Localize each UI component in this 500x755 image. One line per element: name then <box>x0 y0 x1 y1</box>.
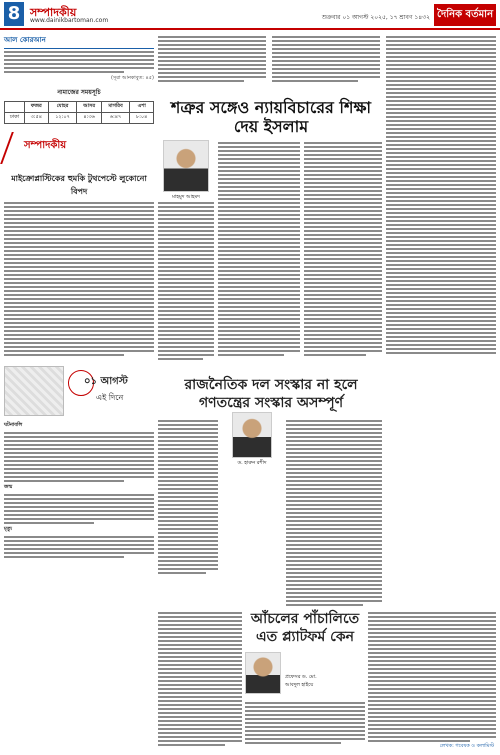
article3-left-col <box>158 610 242 748</box>
article3-author <box>245 652 325 694</box>
prayer-time: ১২:০৭ <box>48 113 77 124</box>
article2-body-col0 <box>158 418 218 576</box>
editorial-text <box>4 202 154 356</box>
on-this-day-banner <box>4 362 154 420</box>
editorial-banner <box>4 130 154 170</box>
author-photo <box>232 412 272 458</box>
article1-intro-col2 <box>272 34 380 84</box>
article3-body-col <box>368 610 496 744</box>
editorial-headline[interactable]: মাইক্রোপ্লাস্টিকের হুমকি টুথপেস্টে লুকোনো বিপদ <box>11 174 147 196</box>
article3-headline[interactable]: আঁচলের পাঁচালিতে এত প্ল্যাটফর্ম কেন <box>250 611 360 645</box>
history-subtitle: এই দিনে <box>96 393 124 402</box>
prayer-header: এশা <box>130 102 154 113</box>
quran-reference: (সূরা আনকাবুত: ৪৫) <box>110 75 154 81</box>
article1-intro-col1 <box>158 34 266 84</box>
prayer-caption: নামাজের সময়সূচি <box>57 89 101 96</box>
masthead-logo: দৈনিক বর্তমান <box>434 4 496 26</box>
article-right-col <box>386 34 496 356</box>
article3-lower-col <box>245 700 365 746</box>
section-title: সম্পাদকীয় <box>30 6 77 19</box>
prayer-row-label: ঢাকা <box>5 113 25 124</box>
prayer-time: ৩:৫৪ <box>24 113 48 124</box>
article2-body-col1 <box>286 418 382 608</box>
author-photo <box>163 140 209 192</box>
editorial-label: সম্পাদকীয় <box>24 140 67 151</box>
page-number: 8 <box>4 2 24 26</box>
website-link[interactable]: www.dainikbartoman.com <box>30 17 109 24</box>
prayer-time: ৬:৪৭ <box>101 113 130 124</box>
prayer-table <box>4 101 154 124</box>
article1-body-col0 <box>158 200 214 362</box>
day-label: শুক্রবার <box>321 14 341 21</box>
article2-author <box>222 412 282 468</box>
date-line <box>322 12 430 23</box>
prayer-header: যোহর <box>48 102 77 113</box>
left-column <box>4 34 154 752</box>
page-header <box>0 0 500 30</box>
date-text: ০১ আগস্ট ২০২৫, ১৭ শ্রাবণ ১৪৩২ <box>342 14 430 21</box>
events-heading: ঘটনাবলি <box>4 422 23 428</box>
prayer-header: মাগরিব <box>101 102 130 113</box>
author-name: প্রফেসর ড. মো. আবদুল হাইয়ে <box>285 674 317 688</box>
author-photo <box>245 652 281 694</box>
births-list <box>4 494 154 524</box>
author-footnote: লেখক: গবেষক ও কলামিস্ট <box>439 743 494 749</box>
author-name: ড. হারুন রশীদ <box>237 460 267 466</box>
prayer-row-head <box>5 102 25 113</box>
deaths-list <box>4 536 154 558</box>
prayer-header: ফজর <box>24 102 48 113</box>
article1-body-col2 <box>304 140 382 358</box>
births-heading: জন্ম <box>4 484 13 490</box>
books-illustration <box>4 366 64 416</box>
history-date: ০১ আগস্ট <box>84 376 128 387</box>
author-name: মাহমুদ আহমদ <box>172 194 200 200</box>
events-list <box>4 432 154 482</box>
article1-headline[interactable]: শত্রুর সঙ্গেও ন্যায়বিচারের শিক্ষা দেয় ইসলাম <box>170 98 372 136</box>
deaths-heading: মৃত্যু <box>4 526 12 532</box>
prayer-header: আসর <box>77 102 101 113</box>
prayer-time: ৮:০৪ <box>130 113 154 124</box>
article1-body-col1 <box>218 140 300 358</box>
prayer-time: ৪:৩৬ <box>77 113 101 124</box>
article1-author <box>158 140 214 202</box>
quran-text <box>4 51 154 73</box>
quran-heading: আল কোরআন <box>4 34 154 49</box>
article2-headline[interactable]: রাজনৈতিক দল সংস্কার না হলে গণতন্ত্রের সংস্কার অসম্পূর্ণ <box>184 377 358 411</box>
